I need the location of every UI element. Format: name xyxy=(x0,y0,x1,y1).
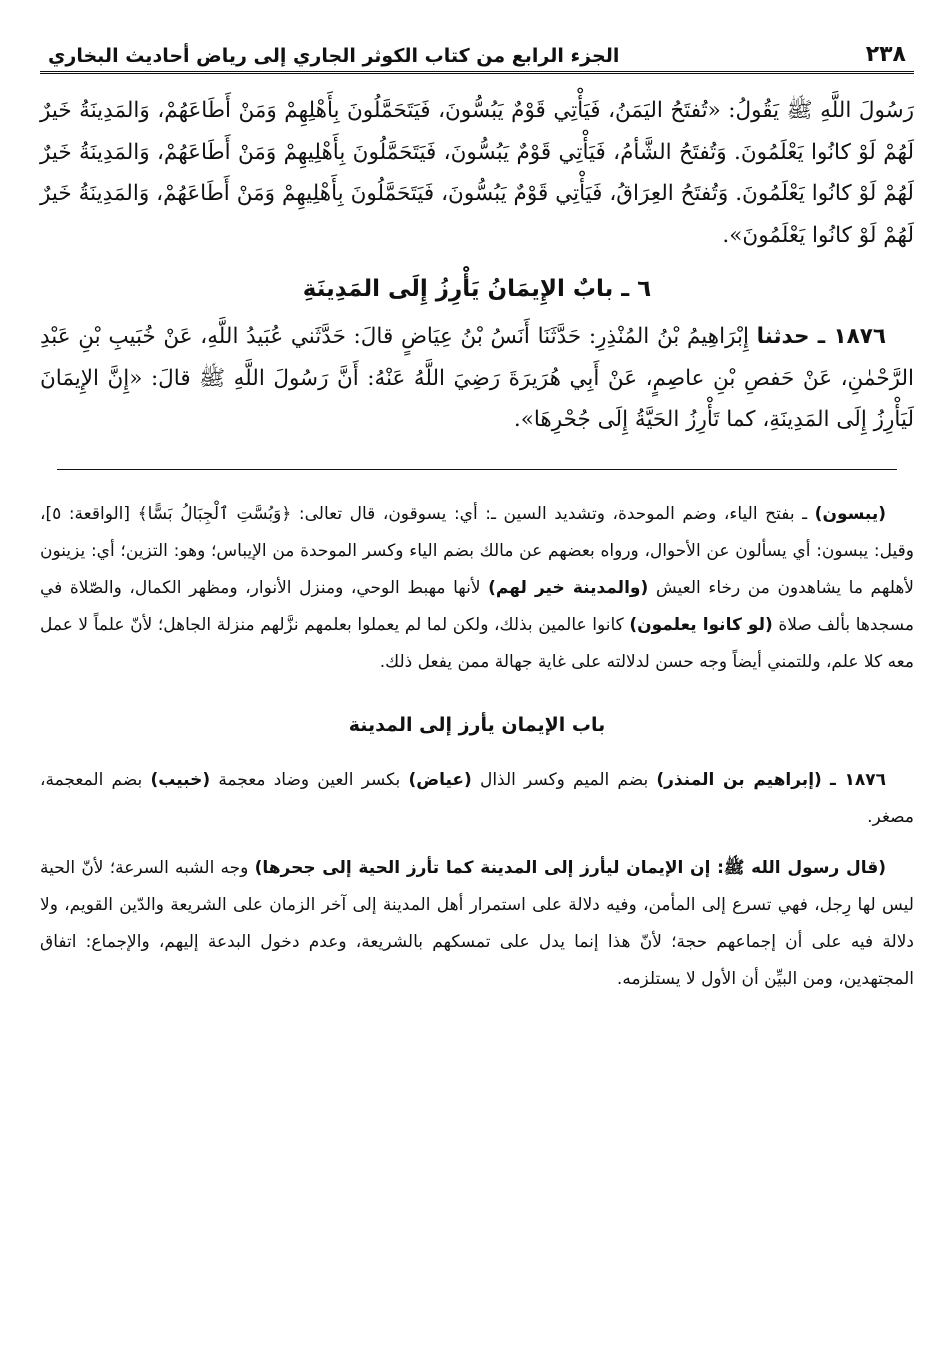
commentary-paragraph-2 xyxy=(40,762,914,836)
commentary-paragraph-3 xyxy=(40,850,914,998)
commentary-text: ـ بفتح الياء، وضم الموحدة، وتشديد السين ـ: أي: يسوقون، قال تعالى: xyxy=(298,503,808,524)
term-yabussun: (يبسون) xyxy=(814,503,887,524)
page-number: ٢٣٨ xyxy=(865,42,906,67)
quran-quote: ﴿وَبُسَّتِ ٱلْجِبَالُ بَسًّا﴾ xyxy=(137,503,292,524)
term-iyad: (عياض) xyxy=(408,769,472,790)
commentary-section-title: باب الإيمان يأرز إلى المدينة xyxy=(348,713,606,736)
commentary-text: بكسر العين وضاد معجمة xyxy=(218,769,401,790)
hadith-ref-number: ١٨٧٦ ـ xyxy=(829,769,886,790)
commentary-text: بضم الميم وكسر الذال xyxy=(479,769,649,790)
term-madina-khayr: (والمدينة خير لهم) xyxy=(488,577,649,598)
footnote-divider xyxy=(57,469,897,470)
commentary-text: كانوا عالمين بذلك، ولكن لما لم يعملوا بعلمهم نزَّلهم منزلة الجاهل؛ لأنّ علماً لا عمل معه كلا علم، وللتمني أيضاً وجه حسن لدلالته على غاية جهالة ممن يفعل ذلك. xyxy=(40,614,914,672)
commentary-paragraph-1 xyxy=(40,496,914,681)
term-hadith-quote: (قال رسول الله ﷺ: إن الإيمان ليأرز إلى المدينة كما تأرز الحية إلى جحرها) xyxy=(254,857,886,878)
commentary xyxy=(40,496,914,998)
hadith-text: إِبْرَاهِيمُ بْنُ المُنْذِرِ: حَدَّثَنَا أَنَسُ بْنُ عِيَاضٍ قالَ: حَدَّثَني عُبَيدُ اللَّهِ، عَنْ خُبَيبِ بْنِ عَبْدِ الرَّحْمٰنِ، عَنْ حَفصِ بْنِ عاصِمٍ، عَنْ أَبِي هُرَيرَةَ رَضِيَ اللَّهُ عَنْهُ: أَنَّ رَسُولَ اللَّهِ ﷺ قالَ: «إِنَّ الإِيمَانَ لَيَأْرِزُ إِلَى المَدِينَةِ، كما تَأْرِزُ الحَيَّةُ إِلَى جُحْرِهَا». xyxy=(40,324,914,432)
hadith-paragraph xyxy=(40,316,914,441)
opening-paragraph: رَسُولَ اللَّهِ ﷺ يَقُولُ: «تُفتَحُ اليَمَنُ، فَيَأْتِي قَوْمٌ يَبُسُّونَ، فَيَتَحَمَّلُونَ بِأَهْلِهِمْ وَمَنْ أَطَاعَهُمْ، وَالمَدِينَةُ خَيرٌ لَهُمْ لَوْ كانُوا يَعْلَمُونَ. وَتُفتَحُ الشَّأمُ، فَيَأْتِي قَوْمٌ يَبُسُّونَ، فَيَتَحَمَّلُونَ بِأَهْلِيهِمْ وَمَنْ أَطَاعَهُمْ، وَالمَدِينَةُ خَيرٌ لَهُمْ لَوْ كانُوا يَعْلَمُونَ. وَتُفتَحُ العِرَاقُ، فَيَأْتِي قَوْمٌ يَبُسُّونَ، فَيَتَحَمَّلُونَ بِأَهْلِيهِمْ وَمَنْ أَطَاعَهُمْ، وَالمَدِينَةُ خَيرٌ لَهُمْ لَوْ كانُوا يَعْلَمُونَ». xyxy=(40,98,914,248)
book-page xyxy=(40,30,914,998)
hadith-number: ١٨٧٦ ـ حدثنا xyxy=(756,324,887,349)
commentary-text: وقيل: يبسون: أي يسألون عن الأحوال، ورواه بعضهم عن مالك بضم الياء وكسر الموحدة من الإيباس؛ وهو: التزين؛ أي: يزينون لأهلهم ما يشاهدون من رخاء العيش xyxy=(40,540,914,598)
commentary-text: وجه الشبه السرعة؛ لأنّ الحية ليس لها رِجل، فهي تسرع إلى المأمن، وفيه دلالة على استمرار أهل المدينة إلى آخر الزمان على الشريعة والدّين القويم، ولا دلالة فيه على أن إجماعهم حجة؛ لأنّ هذا إنما يدل على تمسكهم بالشريعة، وعدم دخول البدعة إليهم، والإجماع: اتفاق المجتهدين، ومن البيِّن أن الأول لا يستلزمه. xyxy=(40,857,914,989)
commentary-text: لأنها مهبط الوحي، ومنزل الأنوار، ومظهر الكمال، والصّلاة في مسجدها بألف صلاة xyxy=(40,577,915,635)
main-text xyxy=(40,90,914,441)
paragraph-spacer xyxy=(40,836,914,850)
commentary-text: بضم المعجمة، مصغر. xyxy=(40,769,914,827)
term-khubayb: (خبيب) xyxy=(150,769,211,790)
book-title: الجزء الرابع من كتاب الكوثر الجاري إلى رياض أحاديث البخاري xyxy=(48,45,620,67)
quran-reference: [الواقعة: ٥]، xyxy=(40,503,131,524)
running-header xyxy=(40,30,914,74)
chapter-title: ٦ ـ بابٌ الإِيمَانُ يَأْرِزُ إِلَى المَدِينَةِ xyxy=(302,276,652,302)
term-law-kanu: (لو كانوا يعلمون) xyxy=(629,614,773,635)
term-ibrahim: (إبراهيم بن المنذر) xyxy=(656,769,822,790)
